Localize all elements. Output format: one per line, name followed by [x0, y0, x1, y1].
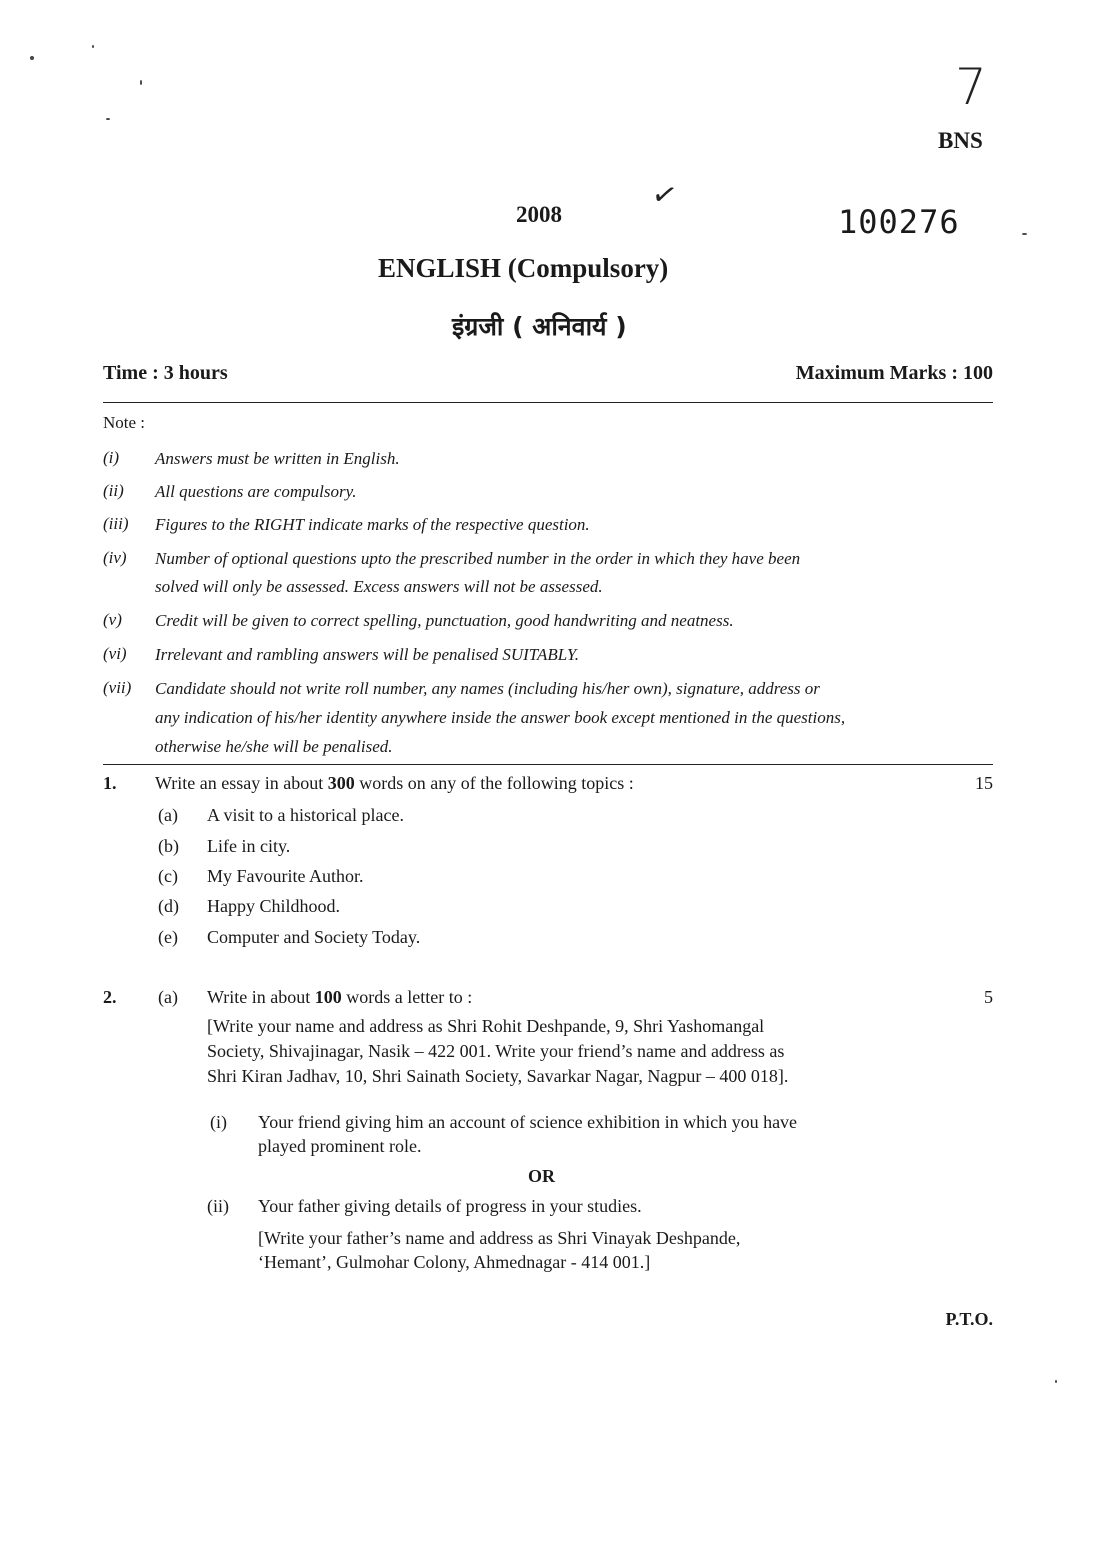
scan-speck	[1055, 1380, 1057, 1383]
note-text: All questions are compulsory.	[155, 482, 357, 501]
note-number: (i)	[103, 448, 120, 467]
handwritten-page-mark: 7	[955, 58, 987, 116]
word-count: 300	[327, 773, 355, 793]
word-count: 100	[314, 987, 342, 1007]
question-text	[155, 773, 634, 794]
exam-year: 2008	[516, 202, 562, 227]
option-label: (d)	[158, 896, 179, 916]
option-label: (e)	[158, 927, 178, 947]
note-number: (ii)	[103, 481, 124, 500]
option-text: Life in city.	[207, 836, 291, 856]
maximum-marks: Maximum Marks : 100	[795, 362, 993, 384]
scan-speck	[140, 80, 142, 85]
note-number: (v)	[103, 610, 122, 629]
scan-speck	[30, 56, 34, 60]
note-text: Figures to the RIGHT indicate marks of the respective question.	[155, 515, 590, 534]
question-number: 2.	[103, 987, 117, 1007]
note-text: Irrelevant and rambling answers will be penalised SUITABLY.	[155, 645, 580, 664]
address-instruction: [Write your name and address as Shri Rohit Deshpande, 9, Shri Yashomangal	[207, 1016, 765, 1036]
note-divider	[103, 764, 993, 765]
sub-question-text: played prominent role.	[258, 1136, 422, 1156]
note-text: otherwise he/she will be penalised.	[155, 737, 393, 756]
note-text: Credit will be given to correct spelling, punctuation, good handwriting and neatness.	[155, 611, 734, 630]
note-number: (iii)	[103, 514, 129, 533]
series-code: BNS	[938, 128, 983, 153]
question-text	[207, 987, 472, 1008]
option-label: (b)	[158, 836, 179, 856]
sub-question-text: Your friend giving him an account of science exhibition in which you have	[258, 1112, 798, 1132]
question-marks: 5	[984, 987, 993, 1007]
question-text-part: Write an essay in about	[155, 773, 328, 793]
subject-title: ENGLISH (Compulsory)	[378, 253, 669, 283]
subject-title-hindi: इंग्रजी ( अनिवार्य )	[452, 312, 627, 341]
sub-question-label: (i)	[210, 1112, 227, 1132]
question-number: 1.	[103, 773, 117, 793]
note-text: any indication of his/her identity anywhere inside the answer book except mentioned in the questions,	[155, 708, 846, 727]
scan-speck	[106, 118, 110, 120]
address-instruction: [Write your father’s name and address as Shri Vinayak Deshpande,	[258, 1228, 741, 1248]
option-text: A visit to a historical place.	[207, 805, 404, 825]
time-allowed: Time : 3 hours	[103, 362, 228, 384]
note-text: solved will only be assessed. Excess answers will not be assessed.	[155, 577, 603, 596]
option-text: Happy Childhood.	[207, 896, 340, 916]
address-instruction: ‘Hemant’, Gulmohar Colony, Ahmednagar - 414 001.]	[258, 1252, 651, 1272]
note-text: Candidate should not write roll number, any names (including his/her own), signature, address or	[155, 679, 820, 698]
question-text-part: Write in about	[207, 987, 315, 1007]
address-instruction: Society, Shivajinagar, Nasik – 422 001. Write your friend’s name and address as	[207, 1041, 785, 1061]
serial-number: 100276	[838, 203, 960, 241]
note-number: (vii)	[103, 678, 132, 697]
address-instruction: Shri Kiran Jadhav, 10, Shri Sainath Society, Savarkar Nagar, Nagpur – 400 018].	[207, 1066, 789, 1086]
or-separator: OR	[528, 1166, 555, 1186]
option-text: Computer and Society Today.	[207, 927, 421, 947]
question-part-label: (a)	[158, 987, 178, 1007]
option-text: My Favourite Author.	[207, 866, 364, 886]
note-text: Number of optional questions upto the prescribed number in the order in which they have been	[155, 549, 801, 568]
note-number: (vi)	[103, 644, 127, 663]
note-heading: Note :	[103, 413, 146, 432]
please-turn-over: P.T.O.	[945, 1309, 993, 1329]
header-divider	[103, 402, 993, 403]
sub-question-text: Your father giving details of progress in your studies.	[258, 1196, 642, 1216]
note-number: (iv)	[103, 548, 127, 567]
question-text-part: words on any of the following topics :	[354, 773, 634, 793]
option-label: (c)	[158, 866, 178, 886]
question-text-part: words a letter to :	[341, 987, 473, 1007]
scan-speck	[1022, 233, 1027, 235]
option-label: (a)	[158, 805, 178, 825]
sub-question-label: (ii)	[207, 1196, 229, 1216]
note-text: Answers must be written in English.	[155, 449, 400, 468]
question-marks: 15	[975, 773, 993, 793]
handwritten-tick-mark: ✓	[648, 175, 681, 216]
scan-speck	[92, 45, 94, 48]
